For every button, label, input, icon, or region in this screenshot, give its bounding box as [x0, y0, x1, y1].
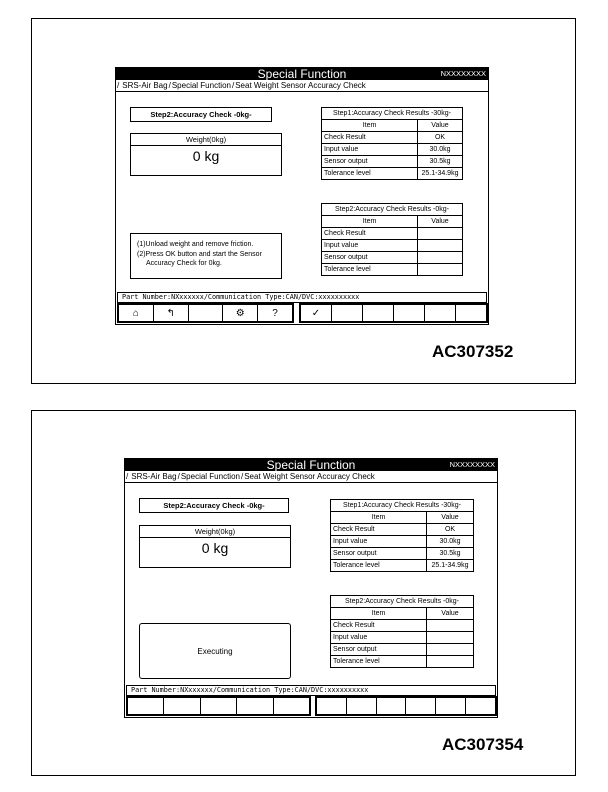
table-row: Check Result OK [331, 524, 474, 536]
button-group-left [117, 303, 294, 323]
table-row: Input value 30.0kg [331, 536, 474, 548]
instruction-line-2: (2)Press OK button and start the Sensor [137, 250, 262, 258]
blank-button[interactable] [201, 698, 237, 714]
blank-button[interactable] [466, 698, 495, 714]
back-button[interactable] [154, 305, 189, 321]
blank-button[interactable] [347, 698, 377, 714]
table-row: Check Result OK [322, 132, 463, 144]
table-row: Input value 30.0kg [322, 144, 463, 156]
results-table-step2 [321, 203, 463, 276]
col-header-value: Value [427, 512, 474, 524]
ok-button[interactable] [301, 305, 332, 321]
blank-button[interactable] [377, 698, 407, 714]
breadcrumb-item-seat-weight-sensor[interactable]: Seat Weight Sensor Accuracy Check [244, 472, 375, 481]
window-title: Special Function [266, 458, 356, 472]
col-header-item: Item [322, 120, 418, 132]
breadcrumb-item-srs-air-bag[interactable]: SRS-Air Bag [131, 472, 177, 481]
results-table-step1 [330, 499, 474, 572]
breadcrumb-item-srs-air-bag[interactable]: SRS-Air Bag [122, 81, 168, 90]
figure-id-label: AC307352 [432, 342, 514, 361]
instruction-line-1: (1)Unload weight and remove friction. [137, 241, 254, 248]
button-group-right [315, 696, 497, 716]
step-title: Step2:Accuracy Check -0kg- [130, 107, 272, 122]
blank-button[interactable] [189, 305, 224, 321]
blank-button[interactable] [237, 698, 273, 714]
title-bar [125, 459, 497, 471]
results-table-step2 [330, 595, 474, 668]
title-bar [116, 68, 488, 80]
table-row: Input value [331, 632, 474, 644]
settings-button[interactable] [223, 305, 258, 321]
breadcrumb-item-seat-weight-sensor[interactable]: Seat Weight Sensor Accuracy Check [235, 81, 366, 90]
breadcrumb-item-special-function[interactable]: Special Function [171, 81, 231, 90]
tester-screen-2 [124, 458, 498, 718]
col-header-value: Value [418, 120, 463, 132]
table-row: Tolerance level [331, 656, 474, 668]
ok-check-icon: ✓ [311, 307, 321, 319]
breadcrumb: / SRS-Air Bag/Special Function/Seat Weight Sensor Accuracy Check [125, 471, 497, 483]
table-row: Check Result [322, 228, 463, 240]
table-row: Input value [322, 240, 463, 252]
tester-screen-1 [115, 67, 489, 325]
blank-button[interactable] [128, 698, 164, 714]
weight-value: 0 kg [201, 540, 229, 556]
back-icon: ↰ [166, 307, 175, 319]
function-button-bar [117, 303, 487, 323]
col-header-item: Item [322, 216, 418, 228]
blank-button[interactable] [425, 305, 456, 321]
col-header-item: Item [331, 512, 427, 524]
blank-button[interactable] [363, 305, 394, 321]
col-header-value: Value [418, 216, 463, 228]
weight-panel [130, 133, 282, 176]
tester-id: NXXXXXXXX [440, 69, 486, 78]
table-row: Sensor output [331, 644, 474, 656]
help-icon: ? [272, 307, 278, 319]
results-caption: Step1:Accuracy Check Results -30kg- [322, 108, 463, 120]
table-row: Sensor output 30.5kg [322, 156, 463, 168]
col-header-item: Item [331, 608, 427, 620]
table-row: Tolerance level 25.1-34.9kg [331, 560, 474, 572]
results-caption: Step2:Accuracy Check Results -0kg- [331, 596, 474, 608]
weight-panel [139, 525, 291, 568]
results-caption: Step1:Accuracy Check Results -30kg- [331, 500, 474, 512]
breadcrumb-item-special-function[interactable]: Special Function [180, 472, 240, 481]
weight-value: 0 kg [192, 148, 220, 164]
executing-message: Executing [139, 623, 291, 679]
button-group-right [299, 303, 488, 323]
tester-id: NXXXXXXXX [449, 460, 495, 469]
results-caption: Step2:Accuracy Check Results -0kg- [322, 204, 463, 216]
blank-button[interactable] [164, 698, 200, 714]
settings-icon: ⚙ [235, 307, 245, 319]
part-number-bar: Part Number:NXxxxxxx/Communication Type:CAN/DVC:xxxxxxxxxx [117, 292, 487, 303]
home-icon: ⌂ [132, 307, 139, 319]
blank-button[interactable] [274, 698, 309, 714]
home-button[interactable] [119, 305, 154, 321]
instruction-message [130, 233, 282, 279]
help-button[interactable] [258, 305, 292, 321]
part-number-bar: Part Number:NXxxxxxx/Communication Type:CAN/DVC:xxxxxxxxxx [126, 685, 496, 696]
button-group-left [126, 696, 311, 716]
table-row: Check Result [331, 620, 474, 632]
blank-button[interactable] [456, 305, 486, 321]
table-row: Tolerance level [322, 264, 463, 276]
figure-id-label: AC307354 [442, 735, 524, 754]
step-title: Step2:Accuracy Check -0kg- [139, 498, 289, 513]
blank-button[interactable] [406, 698, 436, 714]
table-row: Tolerance level 25.1-34.9kg [322, 168, 463, 180]
blank-button[interactable] [436, 698, 466, 714]
weight-header: Weight(0kg) [140, 526, 290, 538]
weight-header: Weight(0kg) [131, 134, 281, 146]
function-button-bar [126, 696, 496, 716]
blank-button[interactable] [317, 698, 347, 714]
breadcrumb: / SRS-Air Bag/Special Function/Seat Weight Sensor Accuracy Check [116, 80, 488, 92]
blank-button[interactable] [394, 305, 425, 321]
instruction-line-3: Accuracy Check for 0kg. [146, 260, 222, 267]
table-row: Sensor output 30.5kg [331, 548, 474, 560]
col-header-value: Value [427, 608, 474, 620]
window-title: Special Function [257, 67, 347, 81]
results-table-step1 [321, 107, 463, 180]
table-row: Sensor output [322, 252, 463, 264]
blank-button[interactable] [332, 305, 363, 321]
